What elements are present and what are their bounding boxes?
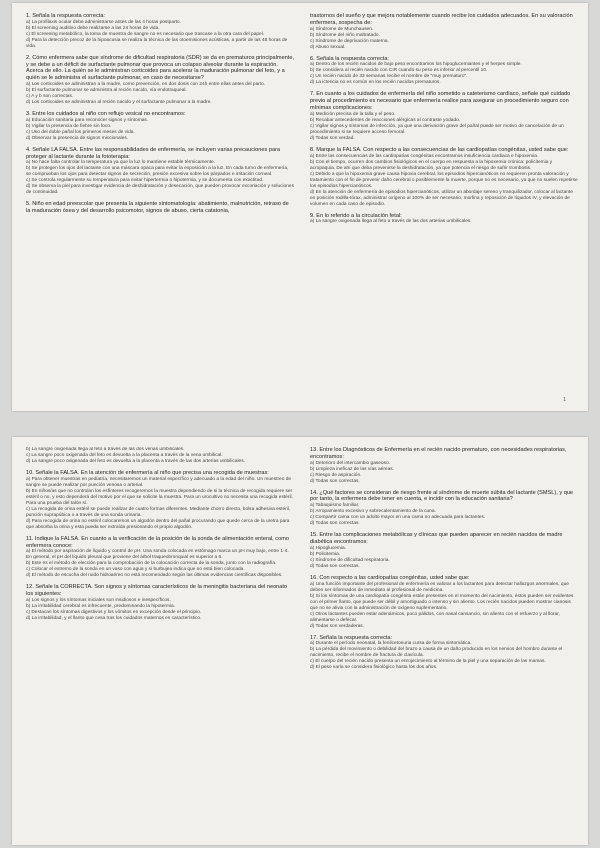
answer-option: c) El cuerpo del recién nacido presenta un enrojecimiento al término de la piel y una separación de las mamas.	[310, 659, 546, 665]
question-stem: trastornos del sueño y que mejora notablemente cuando recibe los cuidados adecuados. En su valoración enfermera, sospecha de:	[310, 13, 573, 26]
question-stem: 4. Señale LA FALSA. Entre las responsabilidades de enfermería, se incluyen varias precauciones para proteger al lactante durante la fototerapia:	[26, 146, 281, 160]
answer-option: b) Recabar antecedentes de reacciones alérgicas al contraste yodado.	[310, 117, 461, 123]
page-number: 1	[563, 397, 566, 403]
question-block	[310, 490, 578, 528]
answer-option: b) Se considera al recién nacido con CIR cuando su peso es inferior al percentil 10.	[310, 68, 488, 74]
question-block	[26, 470, 294, 531]
answer-option: b) Se protegen los ojos del lactante con una máscara opaca para evitar la exposición a la luz. En cada turno de enfermería, se comprueban los ojos para detectar signos de secreción, presión excesiva sobre los párpados e irritación corneal.	[26, 166, 289, 178]
question-block	[310, 213, 578, 226]
answer-options	[26, 160, 294, 196]
question-block	[310, 575, 578, 630]
answer-option: d) El método de escucha del ruido hidroaéreo no está recomendado según las últimas evidencias científicas disponibles.	[26, 573, 283, 579]
question-block	[310, 56, 578, 87]
question-stem: 17. Señala la respuesta correcta:	[310, 634, 393, 641]
answer-option: d) Observar la presencia de signos miccionales.	[26, 135, 129, 141]
question-stem: 13. Entre los Diagnósticos de Enfermería en el recién nacido prematuro, con necesidades respiratorias, encontramos:	[310, 447, 567, 460]
answer-options	[310, 503, 578, 527]
answer-option: d) La ictericia no es común en los recién nacidos prematuros.	[310, 80, 441, 86]
answer-option: c) Síndrome de dificultad respiratoria.	[310, 557, 390, 563]
question-block	[26, 147, 294, 197]
answer-options	[26, 20, 294, 50]
answer-option: a) Una función importante del profesional de enfermería es valorar a los lactantes para detectar hallazgos anormales, que deben ser informados de inmediato al profesional de medicina.	[310, 581, 569, 593]
answer-option: d) Se observa la piel para investigar evidencia de deshidratación y desecación, que pueden provocar excoriación y soluciones de continuidad.	[26, 184, 294, 196]
answer-option: d) Los corticoides se administran al recién nacido y el surfactante pulmonar a la madre.	[26, 99, 212, 105]
answer-options	[26, 477, 294, 531]
answer-option: a) Los corticoides se administran a la madre, como prevención, en dos dosis con 24h entre ellas antes del parto.	[26, 81, 266, 87]
page-2-left-column	[26, 447, 294, 839]
answer-option: b) Si los síntomas de una cardiopatía congénita están presentes en el momento del nacimiento, éstos pueden ser evidentes con el primer llanto, que puede ser débil y amortiguado o intenso y sin aliento. Los recién nacidos pueden mostrar cianosis que no se alivia con la administración de oxígeno suplementario.	[310, 593, 574, 611]
page-1-left-column	[26, 13, 294, 405]
answer-option: c) Colocar el extremo de la sonda en un vaso con agua y si burbujea indica que no está bien colocada.	[26, 567, 245, 573]
answer-option: a) Durante el período neonatal, la fenilcetonuria cursa de forma sintomática.	[310, 641, 472, 647]
answer-option: b) Arropamiento excesivo y sobrecalentamiento de la cuna.	[310, 509, 436, 515]
answer-option: d) Todas son verdaderas.	[310, 623, 365, 629]
question-stem: 11. Indique la FALSA. En cuanto a la verificación de la posición de la sonda de alimentación enteral, como enfermera conoce:	[26, 535, 289, 549]
question-stem: 5. Niño en edad preescolar que presenta la siguiente sintomatología: abatimiento, malnutrición, retraso de la maduración ósea y del desarrollo psicomotor, signos de abuso, cierta catatonia,	[26, 201, 289, 215]
answer-options	[310, 546, 578, 570]
answer-option: c) Se controla regularmente su temperatura para evitar hipertermia o hipotermia, y se documenta con exactitud.	[26, 178, 264, 184]
answer-option: a) Para obtener muestras en pediatría, necesitaremos un material específico y adecuado a la edad del niño. Un muestreo de sangre se puede realizar por punción venosa o arterial.	[26, 476, 292, 488]
question-block	[310, 532, 578, 570]
answer-option: d) En la atención de enfermería de episodios hipercianóticos, utilizar un abordaje sereno y tranquilizador, colocar al lactante en posición rodilla-tórax, administrar oxígeno al 100% de ser necesario, morfina y reposición de líquidos IV, y elevación de volumen en cada caso de episodio.	[310, 189, 573, 207]
answer-option: b) Este es el método de elección para la comprobación de la colocación correcta de la sonda, junto con la radiografía.	[26, 561, 277, 567]
question-stem: 6. Señala la respuesta correcta:	[310, 55, 389, 62]
answer-option: d) La irritabilidad, y el llanto que cesa tras los cuidados maternos es característico.	[26, 615, 202, 621]
page-1-right-column	[310, 13, 578, 405]
exam-page-2	[12, 437, 588, 845]
answer-options	[310, 219, 578, 225]
answer-option: c) Síndrome de deprivación materna.	[310, 38, 389, 44]
answer-option: a) Tabaquismo familiar.	[310, 503, 360, 509]
answer-options	[310, 582, 578, 630]
answer-options	[26, 549, 294, 579]
answer-option: a) La profilaxis ocular debe administrarse antes de las 4 horas postparto.	[26, 19, 181, 25]
answer-option: d) Para la detección precoz de la hipoacusia se realiza la técnica de las otoemisiones acústicas, a partir de las 48 horas de vida.	[26, 37, 288, 49]
answer-options	[26, 82, 294, 106]
answer-option: b) Con el tiempo, ocurren dos cambios fisiológicos en el cuerpo en respuesta a la hipoxemia crónica: policitemia y acropaquia. De ahí que deba prevenirse la deshidratación, ya que potencia el riesgo de sufrir trombosis.	[310, 159, 553, 171]
answer-options	[310, 112, 578, 142]
exam-page-1	[12, 3, 588, 411]
answer-option: a) Entre las consecuencias de las cardiopatías congénitas encontramos insuficiencia cardiaca e hipoxemia.	[310, 153, 539, 159]
question-stem: 3. Entre los cuidados al niño con reflujo vesical no encontramos:	[26, 110, 186, 117]
answer-option: a) Deterioro del intercambio gaseoso.	[310, 460, 390, 466]
question-block	[26, 447, 294, 465]
question-stem: 7. En cuanto a los cuidados de enfermería del niño sometido a cateterismo cardíaco, señale qué cuidado previo al procedimiento es necesario que enfermería realice para asegurar un procedimiento seguro con mínimas complicaciones:	[310, 91, 571, 111]
answer-option: d) Todas son correctas.	[310, 478, 360, 484]
answer-options	[310, 62, 578, 86]
question-block	[26, 536, 294, 580]
question-stem: 8. Marque la FALSA. Con respecto a las consecuencias de las cardiopatías congénitas, usted sabe que:	[310, 146, 569, 153]
question-block	[310, 13, 578, 51]
answer-option: c) Destacan los síntomas digestivos y los vómitos en excepción desde el principio.	[26, 609, 202, 615]
answer-option: c) El screening metabólico, la toma de muestra de sangre no es necesario que trascase a la otra cara del papel.	[26, 31, 265, 37]
answer-option: b) Limpieza ineficaz de las vías aéreas.	[310, 466, 394, 472]
answer-option: a) El método por aspiración de líquido y control de pH. Una sonda colocada en estómago marca un pH muy bajo, entre 1-4. En general, el pH del líquido pleural que proviene del árbol traqueobronquial es superior a 6.	[26, 549, 289, 561]
question-block	[310, 147, 578, 208]
answer-option: b) El screening auditivo debe realizarse a las 24 horas de vida.	[26, 25, 160, 31]
answer-option: a) Síndrome de Munchausen.	[310, 26, 374, 32]
question-stem: 9. En lo referido a la circulación fetal:	[310, 212, 402, 219]
answer-option: a) Los signos y los síntomas iniciales son insidiosos e inespecíficos.	[26, 597, 171, 603]
answer-option: b) El surfactante pulmonar se administra al recién nacido, vía endotraqueal.	[26, 87, 187, 93]
answer-option: c) La sangre poco oxigenada del feto es devuelta a la placenta a través de la vena umbilical.	[26, 453, 223, 458]
question-block	[310, 447, 578, 485]
answer-option: d) Todas son correctas.	[310, 563, 360, 569]
question-block	[26, 13, 294, 50]
question-stem: 10. Señale la FALSA. En la atención de enfermería al niño que precisa una recogida de muestras:	[26, 470, 269, 476]
question-stem: 12. Señale la CORRECTA. Son signos y síntomas característicos de la meningitis bacteriana del neonato los siguientes:	[26, 584, 288, 598]
answer-option: d) Todas son verdad.	[310, 135, 355, 141]
question-stem: 2. Cómo enfermera sabe que síndrome de dificultad respiratoria (SDR) se da en prematuros principalmente, y se debe a un déficit de surfactante pulmonar que provoca un colapso alveolar durante la espiración. Acerca de ello. La quién se le administran corticoides para acelerar la maduración pulmonar del feto, y a quién se le administra el surfactante pulmonar, en caso de necesitarse?	[26, 54, 294, 82]
answer-option: b) En niños/as que no controlan los esfínteres recogeremos la muestra dependiendo de si la técnica de recogida requiere ser estéril o no, y esto dependerá del motivo por el que se solicite la muestra. Para un urocultivo no necesita una recogida estéril. Para una prueba del talón sí.	[26, 488, 293, 506]
answer-option: b) La irritabilidad cerebral es infrecuente, predominando la hipotermia.	[26, 603, 176, 609]
answer-option: d) Todas son correctas.	[310, 521, 360, 527]
answer-option: b) Síndrome del niño maltratado.	[310, 32, 380, 38]
answer-option: c) Uso del doble pañal los primeros meses de vida.	[26, 129, 135, 135]
answer-option: a) La sangre oxigenada llega al feto a través de las dos arterias umbilicales.	[310, 219, 472, 225]
question-stem: 15. Entre las complicaciones metabólicas y clínicas que pueden aparecer en recién nacidos de madre diabética encontramos:	[310, 532, 563, 545]
question-block	[26, 55, 294, 106]
answer-options	[310, 154, 578, 208]
question-stem: 16. Con respecto a las cardiopatías congénitas, usted sabe que:	[310, 574, 470, 581]
page-2-right-column	[310, 447, 578, 839]
answer-option: c) Otros lactantes pueden estar adenámicos, poco pálidos, con nasal cansancio, sin aliento con el esfuerzo y al llorar, alimentarse o defecar.	[310, 611, 560, 623]
answer-option: c) La recogida de orina estéril se puede realizar de cuatro formas diferentes. Mediante chorro directo, bolsa adhesiva estéril, punción suprapúbica o a través de una sonda urinaria.	[26, 506, 291, 518]
answer-option: c) Compartir cama con un adulto mayor en una cama no adecuada para lactantes.	[310, 515, 486, 521]
question-stem: 14. ¿Qué factores se consideran de riesgo frente al síndrome de muerte súbita del lactante (SMSL), y que por tanto, la enfermera debe tener en cuenta, e incidir con la educación sanitaria?	[310, 489, 574, 503]
question-block	[310, 91, 578, 141]
answer-options	[310, 27, 578, 51]
answer-options	[310, 641, 578, 671]
answer-option: d) Abuso sexual.	[310, 44, 346, 50]
answer-option: c) Riesgo de aspiración.	[310, 472, 362, 478]
answer-option: d) El peso varía se considera fisiológico hasta los dos años.	[310, 665, 438, 671]
answer-option: b) Policitemia.	[310, 551, 341, 557]
answer-option: d) Para recogida de orina no estéril colocaremos un algodón dentro del pañal procurando que quede cerca de la uretra para que absorba la orina y esta pueda ser extraída presionando el propio algodón.	[26, 518, 290, 530]
question-block	[26, 584, 294, 622]
answer-options	[310, 461, 578, 485]
answer-option: a) Medición precisa de la talla y el peso.	[310, 111, 396, 117]
answer-options	[26, 118, 294, 142]
answer-option: a) Educación sanitaria para reconocer signos y síntomas.	[26, 117, 149, 123]
answer-options	[26, 447, 294, 465]
answer-option: a) Hipoglucemia.	[310, 545, 346, 551]
answer-option: c) A y b son correctas.	[26, 93, 74, 99]
answer-option: b) Vigilar la presencia de fiebre sin foco.	[26, 123, 112, 129]
answer-option: c) Vigilar signos y síntomas de infección, ya que una derivación grave del pañal puede ser motivo de cancelación de un procedimiento si se requiere acceso femoral.	[310, 123, 564, 135]
question-block	[26, 111, 294, 142]
answer-option: b) La pérdida del movimiento o debilidad del brazo a causa de un daño producido en los nervios del hombro durante el nacimiento, recibe el nombre de fractura de clavícula.	[310, 647, 563, 659]
answer-options	[26, 598, 294, 622]
answer-option: a) No hace falta controlar la temperatura ya que la luz lo mantiene estable térmicamente.	[26, 160, 216, 166]
answer-option: b) La sangre oxigenada llega al feto a través de las dos venas umbilicales.	[26, 447, 185, 452]
question-stem: 1. Señala la respuesta correcta:	[26, 13, 105, 19]
answer-option: c) Debido a que la hipoxemia grave causa hipoxia cerebral, los episodios hipercianóticos no requieren pronta valoración y tratamiento con el fin de prevenir daño cerebral o posiblemente la muerte, porque no es necesario, ya que no suelen repetirse los episodios hipercianóticos.	[310, 171, 578, 189]
answer-option: d) La sangre poco oxigenada del feto es devuelta a la placenta a través de las dos arterias umbilicales.	[26, 459, 245, 464]
question-block	[26, 201, 294, 215]
answer-option: a) Dentro de los recién nacidos de bajo peso encontramos los hipoglucemiantes y el herpes simple.	[310, 62, 522, 68]
answer-option: c) Un recién nacido de 33 semanas recibe el nombre de "muy prematuro".	[310, 74, 468, 80]
question-block	[310, 635, 578, 672]
